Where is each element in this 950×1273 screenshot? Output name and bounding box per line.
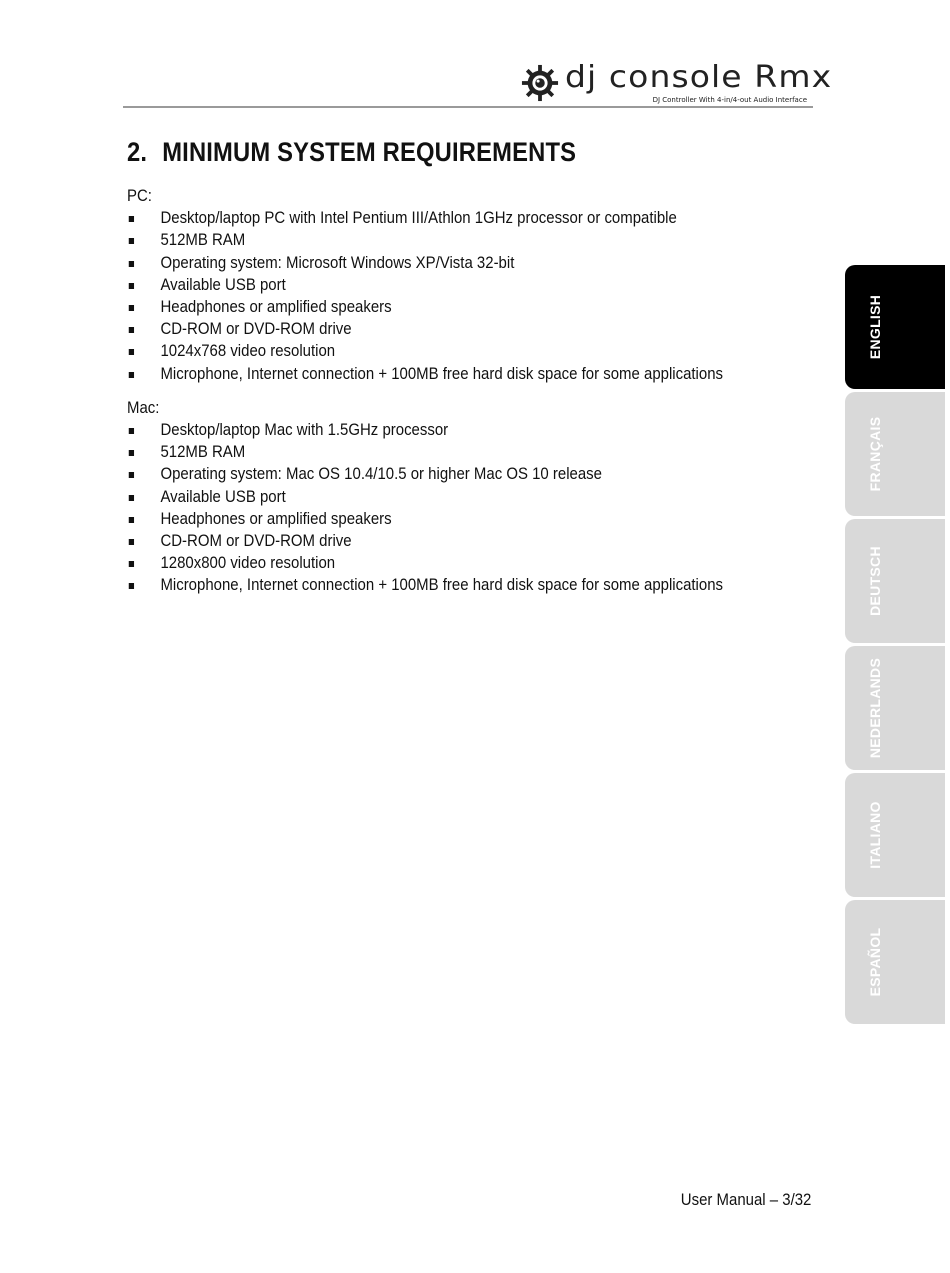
bullet-icon <box>129 261 134 267</box>
bullet-icon <box>129 305 134 311</box>
list-item: Operating system: Mac OS 10.4/10.5 or higher Mac OS 10 release <box>127 463 743 485</box>
logo-text: dj console Rmx <box>565 60 833 95</box>
bullet-icon <box>129 349 134 355</box>
header-divider <box>123 106 813 108</box>
tab-label: FRANÇAIS <box>867 416 883 492</box>
logo <box>521 60 833 104</box>
tab-italiano[interactable] <box>845 773 945 897</box>
logo-gear-icon <box>521 64 559 102</box>
logo-subtitle: DJ Controller With 4-in/4-out Audio Interface <box>652 96 807 104</box>
bullet-icon <box>129 495 134 501</box>
requirements-section-mac <box>127 397 743 597</box>
list-item: CD-ROM or DVD-ROM drive <box>127 530 743 552</box>
bullet-icon <box>129 372 134 378</box>
requirements-content <box>127 185 827 609</box>
bullet-icon <box>129 283 134 289</box>
bullet-icon <box>129 238 134 244</box>
list-item: 1280x800 video resolution <box>127 552 743 574</box>
tab-label: ESPAÑOL <box>867 927 883 997</box>
bullet-icon <box>129 450 134 456</box>
bullet-icon <box>129 216 134 222</box>
page-footer: User Manual – 3/32 <box>680 1190 811 1209</box>
list-item: Available USB port <box>127 486 743 508</box>
list-item: 512MB RAM <box>127 229 743 251</box>
list-item: 1024x768 video resolution <box>127 340 743 362</box>
tab-nederlands[interactable] <box>845 646 945 770</box>
section-number: 2. <box>127 137 148 167</box>
tab-espanol[interactable] <box>845 900 945 1024</box>
section-title <box>127 137 576 168</box>
list-item: Microphone, Internet connection + 100MB free hard disk space for some applications <box>127 574 743 596</box>
tab-english[interactable] <box>845 265 945 389</box>
tab-francais[interactable] <box>845 392 945 516</box>
bullet-icon <box>129 561 134 567</box>
tab-label: ITALIANO <box>867 801 883 869</box>
bullet-icon <box>129 472 134 478</box>
list-item: Desktop/laptop Mac with 1.5GHz processor <box>127 419 743 441</box>
list-item: Desktop/laptop PC with Intel Pentium III/Athlon 1GHz processor or compatible <box>127 207 743 229</box>
section-label: PC: <box>127 186 152 205</box>
language-tabs <box>845 265 945 1027</box>
list-item: Headphones or amplified speakers <box>127 296 743 318</box>
tab-label: NEDERLANDS <box>867 657 883 759</box>
bullet-icon <box>129 428 134 434</box>
bullet-icon <box>129 583 134 589</box>
tab-deutsch[interactable] <box>845 519 945 643</box>
page-header <box>123 60 833 108</box>
section-title-text: MINIMUM SYSTEM REQUIREMENTS <box>162 137 577 167</box>
bullet-icon <box>129 327 134 333</box>
list-item: CD-ROM or DVD-ROM drive <box>127 318 743 340</box>
list-item: Microphone, Internet connection + 100MB free hard disk space for some applications <box>127 363 743 385</box>
requirements-section-pc <box>127 185 743 385</box>
list-item: Available USB port <box>127 274 743 296</box>
section-label: Mac: <box>127 397 160 417</box>
bullet-icon <box>129 517 134 523</box>
list-item: Headphones or amplified speakers <box>127 508 743 530</box>
tab-label: ENGLISH <box>867 294 883 360</box>
bullet-icon <box>129 539 134 545</box>
list-item: 512MB RAM <box>127 441 743 463</box>
list-item: Operating system: Microsoft Windows XP/Vista 32-bit <box>127 252 743 274</box>
requirements-list <box>127 207 743 385</box>
requirements-list <box>127 419 743 597</box>
tab-label: DEUTSCH <box>867 546 883 616</box>
